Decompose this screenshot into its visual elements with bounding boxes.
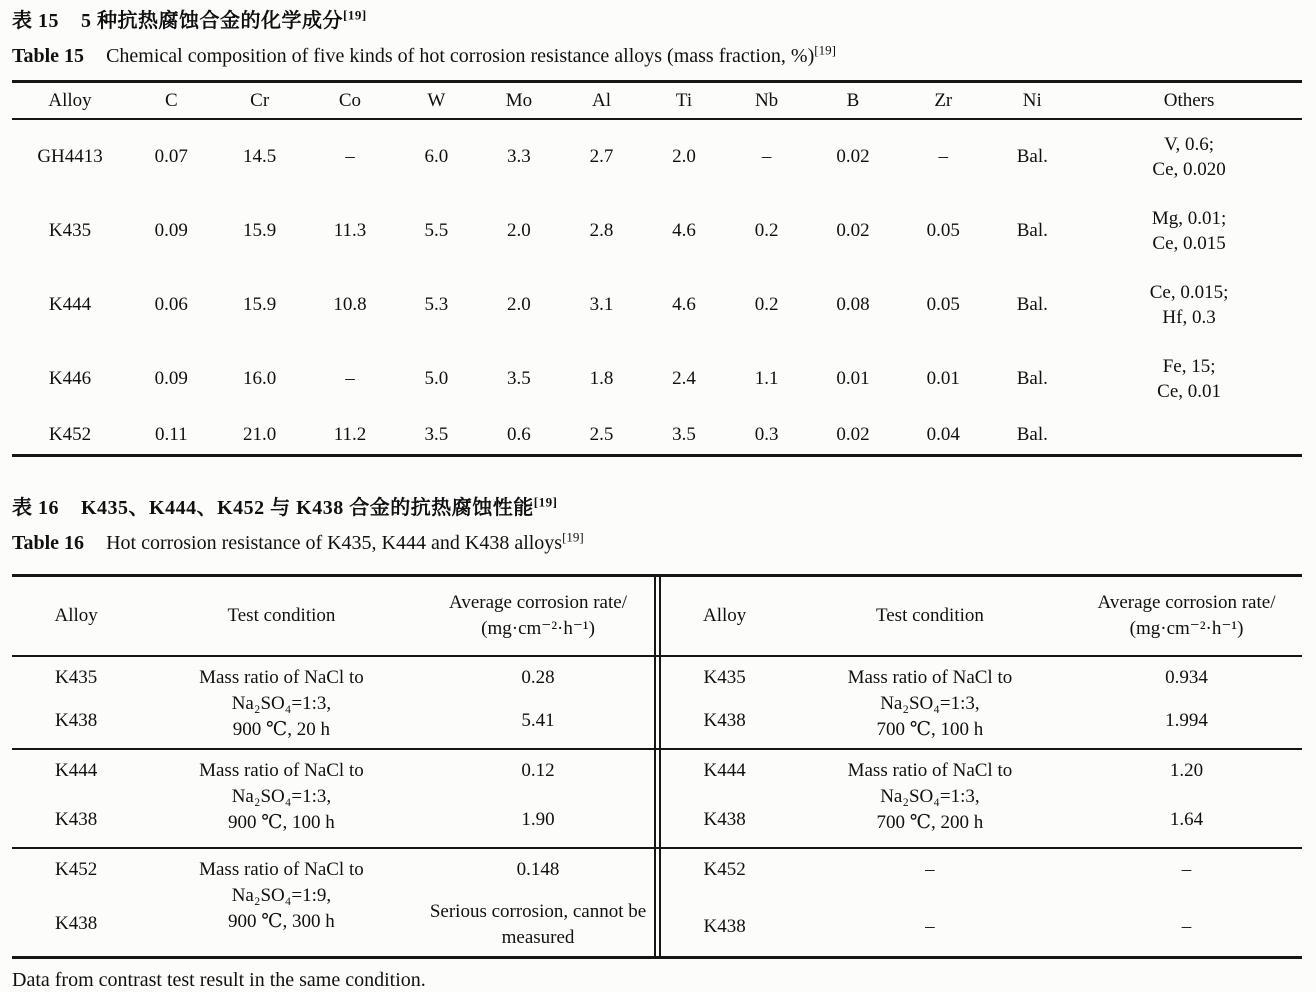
t15-cell: 0.02 [836,146,870,167]
condition-line: Mass ratio of NaCl to [199,667,364,688]
t15-cell: K446 [48,368,92,389]
center-divider [654,849,661,956]
t15-cell: Bal. [1016,146,1048,167]
rate-value-line: 1.994 [1165,710,1208,731]
t16-rate-cell [1071,657,1302,748]
t15-cell: 2.5 [589,424,614,445]
table16-left-half [12,849,654,956]
t15-cell: 0.02 [836,220,870,241]
condition-line: 900 ℃, 20 h [232,719,331,740]
others-line: Mg, 0.01; [1151,208,1227,229]
condition-line: 900 ℃, 300 h [228,911,335,932]
condition-line: Mass ratio of NaCl to [847,667,1013,688]
t15-cell: 0.11 [155,424,188,445]
t16-rate-cell [423,849,654,956]
alloy-name: K435 [703,667,746,688]
t15-cell: 6.0 [424,146,449,167]
table15-row [12,416,1302,456]
table15-row [12,194,1302,268]
others-line: Ce, 0.020 [1152,159,1226,180]
t15-cell: 5.5 [424,220,449,241]
condition-line: Mass ratio of NaCl to [847,760,1013,781]
t15-cell: 15.9 [243,220,277,241]
t16-col-header-alloy: Alloy [54,605,98,626]
t15-cell: 3.3 [507,146,531,167]
t15-cell: 3.1 [589,294,614,315]
t15-cell: – [938,146,949,167]
t15-cell: 2.8 [589,220,614,241]
rate-value-line: Serious corrosion, cannot be [429,901,647,922]
table15-row [12,268,1302,342]
rate-value-line: – [1181,916,1192,937]
t16-alloy-cell [12,657,140,748]
t15-cell: Bal. [1016,424,1048,445]
t15-column-header: C [128,82,214,120]
t15-cell: 2.0 [672,146,696,167]
t15-cell: 0.05 [926,294,960,315]
rate-value: 0.12 [521,760,555,781]
table16-caption-en-label: Table 16 [12,532,85,554]
t15-cell: 3.5 [424,424,449,445]
t15-cell: – [345,146,355,167]
others-line: Ce, 0.01 [1157,381,1221,402]
t15-cell: 21.0 [243,424,277,445]
table16-group [12,849,1302,956]
table16-group [12,750,1302,849]
t15-cell: 1.1 [754,368,779,389]
t15-cell: 14.5 [243,146,277,167]
t15-cell: 5.3 [424,294,449,315]
t15-column-header: Co [305,82,395,120]
alloy-name: K435 [55,667,98,688]
t16-rate-cell [423,657,654,748]
t16-alloy-cell [661,849,789,956]
t16-rate-cell [423,750,654,847]
rate-value: – [1181,859,1192,880]
condition-line: Na₂SO₄=1:3, [880,786,980,807]
t15-cell: 3.5 [507,368,531,389]
center-divider [654,750,661,847]
alloy-name: K444 [703,760,746,781]
alloy-name: K438 [55,913,98,934]
rate-value [1071,914,1302,940]
t15-cell: 11.3 [333,220,367,241]
condition-line: Na₂SO₄=1:3, [880,693,980,714]
t15-column-header: Nb [725,82,808,120]
t15-column-header: Cr [215,82,305,120]
table16-left-half [12,577,654,655]
t15-cell: 0.09 [154,220,188,241]
table15 [12,80,1302,457]
table16-caption-en-text: Hot corrosion resistance of K435, K444 and K438 alloys [106,532,563,554]
t15-cell: 16.0 [243,368,277,389]
t15-column-header: Alloy [12,82,128,120]
t15-cell: K452 [48,424,92,445]
rate-value-line: measured [501,927,575,948]
t15-cell-others [1076,268,1302,342]
t15-cell: 2.0 [507,294,531,315]
table16-group [12,657,1302,750]
table15-header-row [12,82,1302,120]
table16-right-half [661,849,1303,956]
alloy-name: K438 [703,710,746,731]
t15-cell: 0.2 [754,294,779,315]
condition-line: Na₂SO₄=1:9, [231,885,332,906]
reference-superscript: [19] [562,529,584,545]
rate-value-line: 5.41 [521,710,555,731]
t16-alloy-cell [661,657,789,748]
t15-cell: 3.5 [672,424,696,445]
table15-caption-en-label: Table 15 [12,45,85,67]
rate-value [1071,708,1302,734]
table15-caption-en [12,43,1302,69]
table16 [12,574,1302,959]
condition-line: – [925,859,935,880]
table16-caption-zh-label: 表 16 [12,497,59,519]
t15-column-header: Ni [988,82,1076,120]
rate-value: 0.148 [516,859,560,880]
t15-cell: 2.0 [507,220,531,241]
condition-line: Na₂SO₄=1:3, [231,693,332,714]
condition-line: Mass ratio of NaCl to [199,760,364,781]
table15-row [12,119,1302,194]
t16-alloy-cell [12,849,140,956]
others-line: Fe, 15; [1162,356,1216,377]
table16-left-half [12,750,654,847]
t16-col-header-condition: Test condition [875,605,984,626]
others-line: Ce, 0.015 [1152,233,1226,254]
table15-row [12,342,1302,416]
t15-cell: 0.07 [154,146,188,167]
t16-col-header-rate [1071,577,1302,655]
t16-condition-cell [789,657,1071,748]
t15-cell-others [1076,194,1302,268]
reference-superscript: [19] [343,7,367,23]
alloy-name: K438 [703,809,746,830]
table15-caption-en-text: Chemical composition of five kinds of hot corrosion resistance alloys (mass fraction, %) [106,45,815,67]
condition-line: 900 ℃, 100 h [228,812,335,833]
rate-value-line: 1.90 [521,809,555,830]
center-divider [654,577,661,655]
t15-cell: – [345,368,355,389]
t16-col-header-rate [423,577,654,655]
t15-cell: K435 [48,220,92,241]
t15-cell: 10.8 [333,294,367,315]
table15-caption-zh-label: 表 15 [12,10,59,32]
rate-header-line2: (mg·cm⁻²·h⁻¹) [481,618,595,639]
t15-cell: 1.8 [589,368,614,389]
t15-cell: 0.05 [926,220,960,241]
center-divider [654,657,661,748]
rate-value: 1.20 [1169,760,1204,781]
t16-rate-cell [1071,750,1302,847]
t15-cell: 15.9 [243,294,277,315]
rate-value [1071,807,1302,833]
t15-column-header: B [808,82,898,120]
table16-left-half [12,657,654,748]
table16-right-half [661,657,1303,748]
rate-header-line1: Average corrosion rate/ [449,592,627,613]
t15-cell: 4.6 [672,220,696,241]
t15-column-header: Ti [643,82,726,120]
t16-condition-cell [789,750,1071,847]
t15-cell: 0.6 [507,424,531,445]
others-line: Ce, 0.015; [1149,282,1229,303]
t15-cell: Bal. [1016,368,1048,389]
t15-cell: 0.3 [754,424,779,445]
t15-cell: 0.08 [836,294,870,315]
t15-column-header: W [395,82,478,120]
table16-caption-en [12,530,1302,556]
t15-cell: 2.4 [672,368,696,389]
t15-cell: 5.0 [424,368,449,389]
others-line: Hf, 0.3 [1162,307,1216,328]
t15-cell: 11.2 [333,424,367,445]
t15-cell: 2.7 [589,146,614,167]
others-line: V, 0.6; [1164,134,1214,155]
condition-line: 700 ℃, 200 h [876,812,984,833]
t15-cell: Bal. [1016,294,1048,315]
t16-rate-cell [1071,849,1302,956]
t15-cell: K444 [48,294,92,315]
table16-header-row [12,577,1302,657]
t15-cell: 0.06 [154,294,188,315]
t15-cell-others [1076,119,1302,194]
table16-caption-zh [12,495,1302,521]
reference-superscript: [19] [814,42,836,58]
t15-cell: 0.04 [926,424,960,445]
t15-cell: 0.09 [154,368,188,389]
t15-cell: 4.6 [672,294,696,315]
table16-right-half [661,750,1303,847]
rate-value: 0.934 [1165,667,1208,688]
t16-condition-cell [140,849,422,956]
t15-cell: 0.01 [836,368,870,389]
condition-line: Na₂SO₄=1:3, [231,786,332,807]
t15-cell-others [1076,342,1302,416]
t15-cell: 0.01 [926,368,960,389]
alloy-name: K452 [703,859,746,880]
condition-line: 700 ℃, 100 h [876,719,984,740]
t15-cell: GH4413 [37,146,103,167]
reference-superscript: [19] [533,494,558,510]
rate-value [423,708,654,734]
t16-alloy-cell [12,750,140,847]
rate-value-line: 1.64 [1169,809,1204,830]
t15-cell-others [1076,416,1302,456]
t15-column-header: Others [1076,82,1302,120]
t15-cell: 0.2 [754,220,779,241]
t15-column-header: Mo [478,82,561,120]
table15-caption-zh-text: 5 种抗热腐蚀合金的化学成分 [81,10,343,32]
rate-value: 0.28 [521,667,555,688]
t16-alloy-cell [661,750,789,847]
rate-header-line2: (mg·cm⁻²·h⁻¹) [1129,618,1244,639]
table15-caption-zh [12,8,1302,34]
t15-column-header: Zr [898,82,988,120]
t16-condition-cell [140,750,422,847]
t15-column-header: Al [560,82,643,120]
rate-value [423,899,654,951]
alloy-name: K438 [55,710,98,731]
condition-line: Mass ratio of NaCl to [199,859,364,880]
t16-col-header-alloy: Alloy [703,605,747,626]
footnote: Data from contrast test result in the same condition. [12,969,426,991]
t15-cell: – [761,146,772,167]
rate-value [423,807,654,833]
t16-condition-cell [140,657,422,748]
t15-cell: Bal. [1016,220,1048,241]
alloy-name: K452 [55,859,98,880]
condition-line: – [925,916,935,937]
table16-right-half [661,577,1303,655]
t15-cell: 0.02 [836,424,870,445]
alloy-name: K438 [55,809,98,830]
alloy-name: K438 [703,916,746,937]
alloy-name: K444 [55,760,98,781]
t16-condition-cell [789,849,1071,956]
table16-caption-zh-text: K435、K444、K452 与 K438 合金的抗热腐蚀性能 [81,497,534,519]
t16-col-header-condition: Test condition [227,605,336,626]
rate-header-line1: Average corrosion rate/ [1097,592,1276,613]
